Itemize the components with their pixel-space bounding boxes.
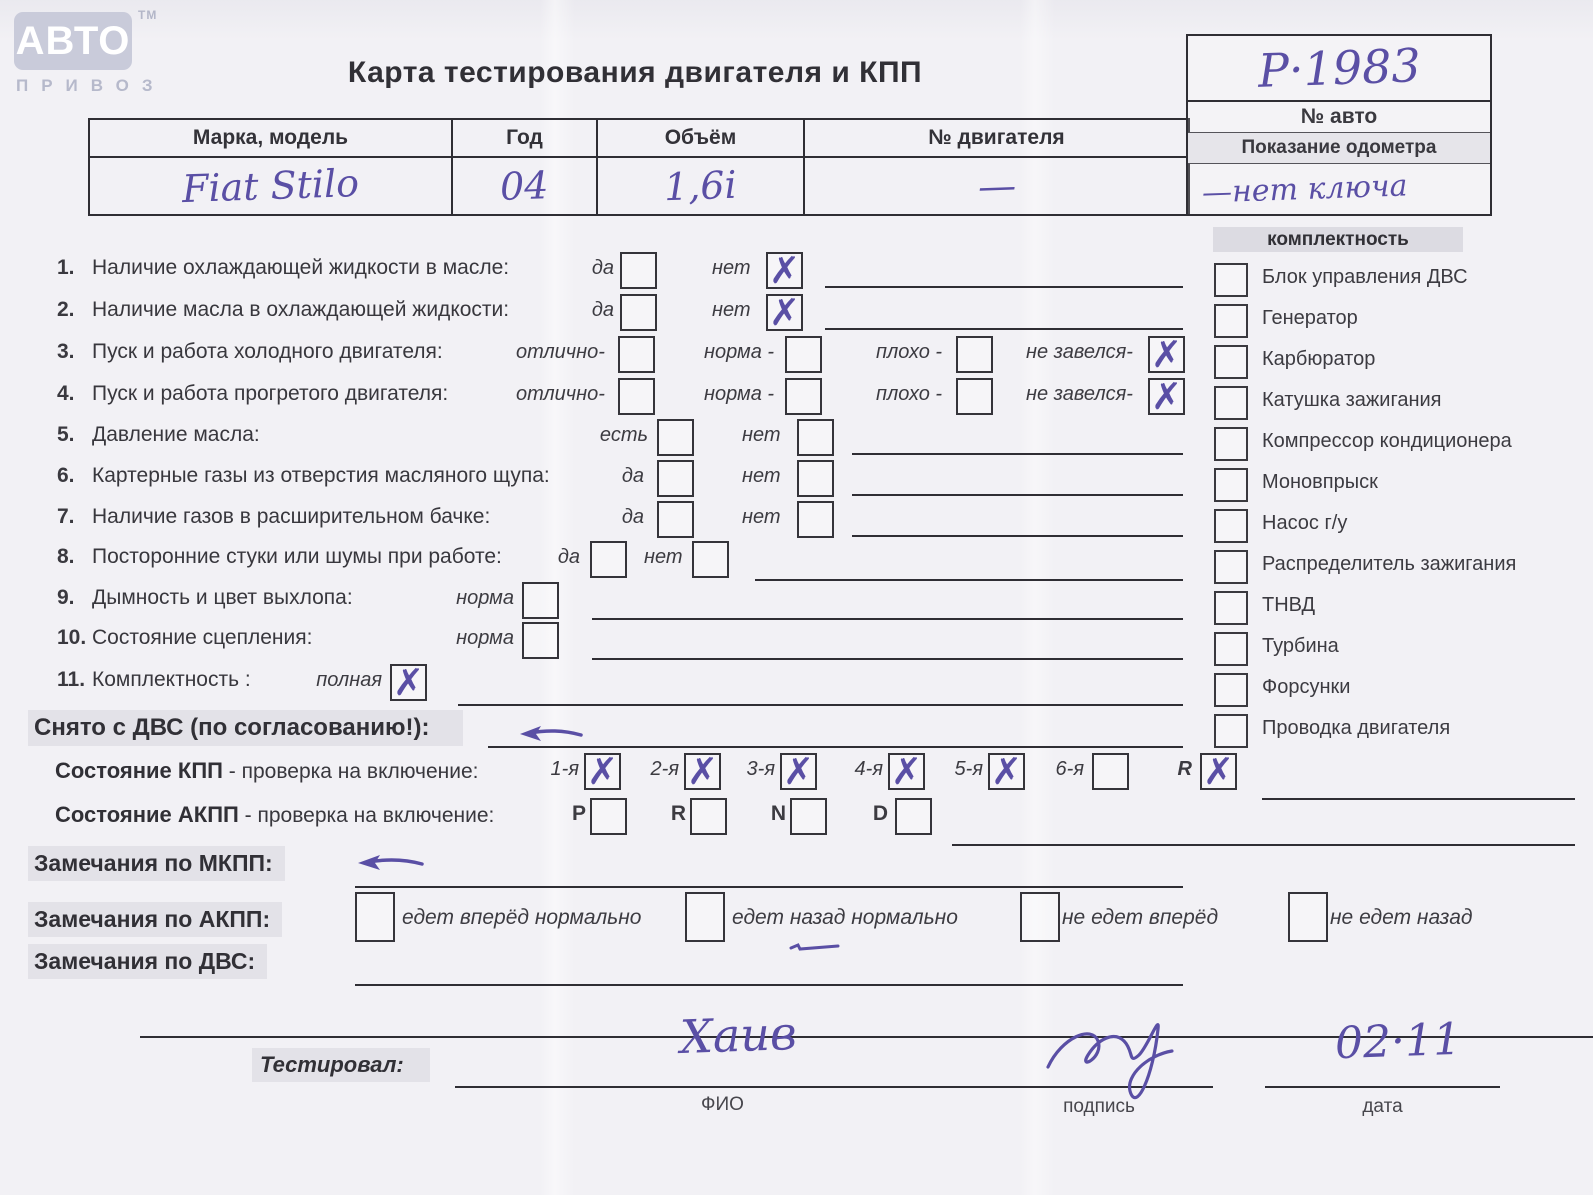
option-label: отлично- [516, 383, 605, 405]
odometer-value: —нет ключа [1201, 167, 1409, 211]
remark-option-checkbox[interactable] [1288, 892, 1328, 942]
equipment-label: Проводка двигателя [1262, 717, 1451, 739]
gear-label: R [670, 802, 686, 825]
question-text: Давление масла: [92, 423, 260, 446]
gear-label: 1-я [550, 758, 579, 780]
gear-label: 6-я [1055, 758, 1084, 780]
option-label: нет [712, 299, 751, 321]
gear-label: D [872, 802, 888, 825]
gear-checkbox[interactable]: ✗ [684, 753, 721, 790]
option-label: нет [742, 424, 781, 446]
option-label: да [621, 506, 644, 528]
option-checkbox[interactable] [785, 378, 822, 415]
option-checkbox[interactable] [956, 378, 993, 415]
dvs-remarks-row [0, 942, 1593, 984]
question-text: Картерные газы из отверстия масляного щупа: [92, 464, 550, 487]
date-line [1265, 1086, 1500, 1088]
option-checkbox[interactable] [522, 622, 559, 659]
brand-logo-subtitle: ПРИВОЗ [16, 76, 166, 95]
answer-line [592, 658, 1183, 660]
question-text: Посторонние стуки или шумы при работе: [92, 545, 502, 568]
option-checkbox[interactable] [797, 460, 834, 497]
auto-number-box [1186, 34, 1492, 216]
gear-checkbox[interactable]: ✗ [988, 753, 1025, 790]
date-caption: дата [1362, 1096, 1403, 1117]
col-header-engine-no: № двигателя [805, 120, 1188, 158]
question-row-9 [0, 586, 1593, 628]
tested-by-label: Тестировал: [252, 1048, 430, 1082]
option-label: нет [742, 465, 781, 487]
question-number: 5. [57, 423, 75, 446]
question-number: 11. [57, 668, 86, 691]
removed-from-engine-row [0, 710, 1593, 752]
answer-line [592, 618, 1183, 620]
question-number: 3. [57, 340, 75, 363]
equipment-label: Генератор [1262, 307, 1358, 329]
option-checkbox[interactable] [590, 541, 627, 578]
year-value: 04 [499, 163, 550, 209]
answer-line [458, 704, 1183, 706]
gear-checkbox[interactable] [895, 798, 932, 835]
option-label: не завелся- [1026, 341, 1133, 363]
question-row-2 [0, 291, 1593, 340]
option-label: полная [316, 669, 382, 691]
answer-line [355, 886, 1183, 888]
option-checkbox[interactable] [657, 460, 694, 497]
question-number: 7. [57, 505, 75, 528]
question-row-7 [0, 505, 1593, 547]
gear-label: P [571, 802, 586, 825]
col-header-year: Год [453, 120, 598, 158]
question-number: 2. [57, 298, 75, 321]
option-label: отлично- [516, 341, 605, 363]
question-text: Наличие масла в охлаждающей жидкости: [92, 298, 510, 321]
volume-value: 1,6i [663, 162, 738, 210]
option-checkbox[interactable] [797, 501, 834, 538]
handwritten-arrow [352, 850, 427, 874]
question-text: Пуск и работа прогретого двигателя: [92, 382, 449, 405]
option-checkbox[interactable]: ✗ [390, 664, 427, 701]
remark-option-label: не едет вперёд [1062, 906, 1219, 929]
option-checkbox[interactable] [618, 378, 655, 415]
mkpp-remarks-row [0, 846, 1593, 888]
question-number: 9. [57, 586, 75, 609]
question-text: Комплектность : [92, 668, 251, 691]
kpp-label: Состояние КПП - проверка на включение: [55, 758, 479, 783]
option-checkbox[interactable]: ✗ [1148, 378, 1185, 415]
mkpp-remarks-label: Замечания по МКПП: [28, 846, 285, 881]
equipment-label: Турбина [1262, 635, 1339, 657]
question-number: 4. [57, 382, 75, 405]
remark-option-label: не едет назад [1330, 906, 1473, 929]
akpp-check-row [0, 800, 1593, 842]
question-text: Состояние сцепления: [92, 626, 313, 649]
option-label: да [557, 546, 580, 568]
option-checkbox[interactable] [618, 336, 655, 373]
option-checkbox[interactable]: ✗ [766, 252, 803, 289]
question-number: 6. [57, 464, 75, 487]
gear-label: 5-я [954, 758, 983, 780]
answer-line [488, 746, 1183, 748]
equipment-label: Форсунки [1262, 676, 1351, 698]
akpp-remarks-row [0, 892, 1593, 942]
option-checkbox[interactable] [522, 582, 559, 619]
question-text: Наличие охлаждающей жидкости в масле: [92, 256, 510, 279]
option-checkbox[interactable] [620, 294, 657, 331]
fio-line [455, 1086, 990, 1088]
answer-line [852, 494, 1183, 496]
kpp-check-row [0, 750, 1593, 798]
akpp-label: Состояние АКПП - проверка на включение: [55, 802, 495, 827]
gear-label: 2-я [650, 758, 679, 780]
answer-line [825, 328, 1183, 330]
fio-handwritten-value: Хаив [679, 1005, 798, 1065]
option-label: да [591, 299, 614, 321]
gear-checkbox[interactable] [1092, 753, 1129, 790]
answer-line [825, 286, 1183, 288]
handwritten-arrow [515, 722, 585, 744]
remark-option-checkbox[interactable] [685, 892, 725, 942]
brand-logo: АВТО [14, 12, 132, 70]
equipment-label: Катушка зажигания [1262, 389, 1442, 411]
answer-line [852, 453, 1183, 455]
engine-no-value: — [976, 163, 1017, 209]
fio-caption: ФИО [701, 1094, 744, 1115]
equipment-label: Распределитель зажигания [1262, 553, 1517, 575]
question-text: Дымность и цвет выхлопа: [92, 586, 353, 609]
option-label: да [621, 465, 644, 487]
option-checkbox[interactable] [692, 541, 729, 578]
question-row-3 [0, 333, 1593, 382]
option-label: нет [712, 257, 751, 279]
option-label: норма - [704, 341, 775, 363]
option-label: плохо - [876, 383, 943, 405]
option-label: не завелся- [1026, 383, 1133, 405]
gear-checkbox[interactable]: ✗ [888, 753, 925, 790]
question-row-6 [0, 464, 1593, 506]
equipment-section-title: комплектность [1213, 227, 1463, 252]
dvs-remarks-label: Замечания по ДВС: [28, 944, 267, 979]
gear-checkbox[interactable]: ✗ [780, 753, 817, 790]
gear-checkbox[interactable] [690, 798, 727, 835]
equipment-label: Карбюратор [1262, 348, 1376, 370]
question-number: 1. [57, 256, 75, 279]
question-text: Пуск и работа холодного двигателя: [92, 340, 443, 363]
option-label: норма [456, 587, 514, 609]
option-label: плохо - [876, 341, 943, 363]
option-checkbox[interactable] [785, 336, 822, 373]
gear-checkbox[interactable]: ✗ [1200, 753, 1237, 790]
equipment-label: Компрессор кондиционера [1262, 430, 1512, 452]
make-model-value: Fiat Stilo [181, 160, 360, 212]
option-checkbox[interactable]: ✗ [1148, 336, 1185, 373]
gear-label: R [1177, 758, 1192, 780]
removed-from-engine-label: Снято с ДВС (по согласованию!): [28, 710, 463, 746]
gear-checkbox[interactable]: ✗ [584, 753, 621, 790]
option-label: нет [644, 546, 683, 568]
question-row-5 [0, 423, 1593, 465]
question-row-11 [0, 661, 1593, 710]
gear-label: 3-я [746, 758, 775, 780]
question-number: 8. [57, 545, 75, 568]
remark-option-checkbox[interactable] [1020, 892, 1060, 942]
option-label: да [591, 257, 614, 279]
gear-label: N [770, 802, 786, 825]
equipment-label: ТНВД [1262, 594, 1316, 616]
col-header-make-model: Марка, модель [90, 120, 453, 158]
option-label: норма - [704, 383, 775, 405]
equipment-label: Моновпрыск [1262, 471, 1378, 493]
question-text: Наличие газов в расширительном бачке: [92, 505, 491, 528]
question-number: 10. [57, 626, 87, 649]
gear-checkbox[interactable] [790, 798, 827, 835]
answer-line [852, 535, 1183, 537]
date-handwritten-value: 02·11 [1334, 1013, 1462, 1070]
vehicle-info-table [88, 118, 1190, 216]
trademark-mark: ТМ [138, 8, 158, 22]
option-checkbox[interactable] [797, 419, 834, 456]
auto-number-value: Р·1983 [1256, 38, 1422, 98]
signature-caption: подпись [1063, 1096, 1135, 1117]
equipment-label: Блок управления ДВС [1262, 266, 1468, 288]
option-label: есть [599, 424, 648, 446]
auto-number-label: № авто [1188, 100, 1490, 132]
col-header-volume: Объём [598, 120, 805, 158]
question-row-10 [0, 626, 1593, 668]
page-title: Карта тестирования двигателя и КПП [347, 56, 923, 89]
option-checkbox[interactable] [956, 336, 993, 373]
remark-option-label: едет назад нормально [732, 906, 958, 929]
question-row-8 [0, 545, 1593, 587]
option-checkbox[interactable]: ✗ [766, 294, 803, 331]
handwritten-scribble [788, 940, 843, 954]
answer-line [355, 984, 1183, 986]
option-checkbox[interactable] [657, 419, 694, 456]
remark-option-label: едет вперёд нормально [402, 906, 642, 929]
option-label: норма [456, 627, 514, 649]
gear-label: 4-я [854, 758, 883, 780]
question-row-4 [0, 375, 1593, 424]
answer-line [755, 579, 1183, 581]
remark-option-checkbox[interactable] [355, 892, 395, 942]
option-label: нет [742, 506, 781, 528]
option-checkbox[interactable] [620, 252, 657, 289]
equipment-label: Насос г/у [1262, 512, 1348, 534]
gear-checkbox[interactable] [590, 798, 627, 835]
odometer-label: Показание одометра [1188, 132, 1490, 163]
akpp-remarks-label: Замечания по АКПП: [28, 902, 282, 937]
option-checkbox[interactable] [657, 501, 694, 538]
